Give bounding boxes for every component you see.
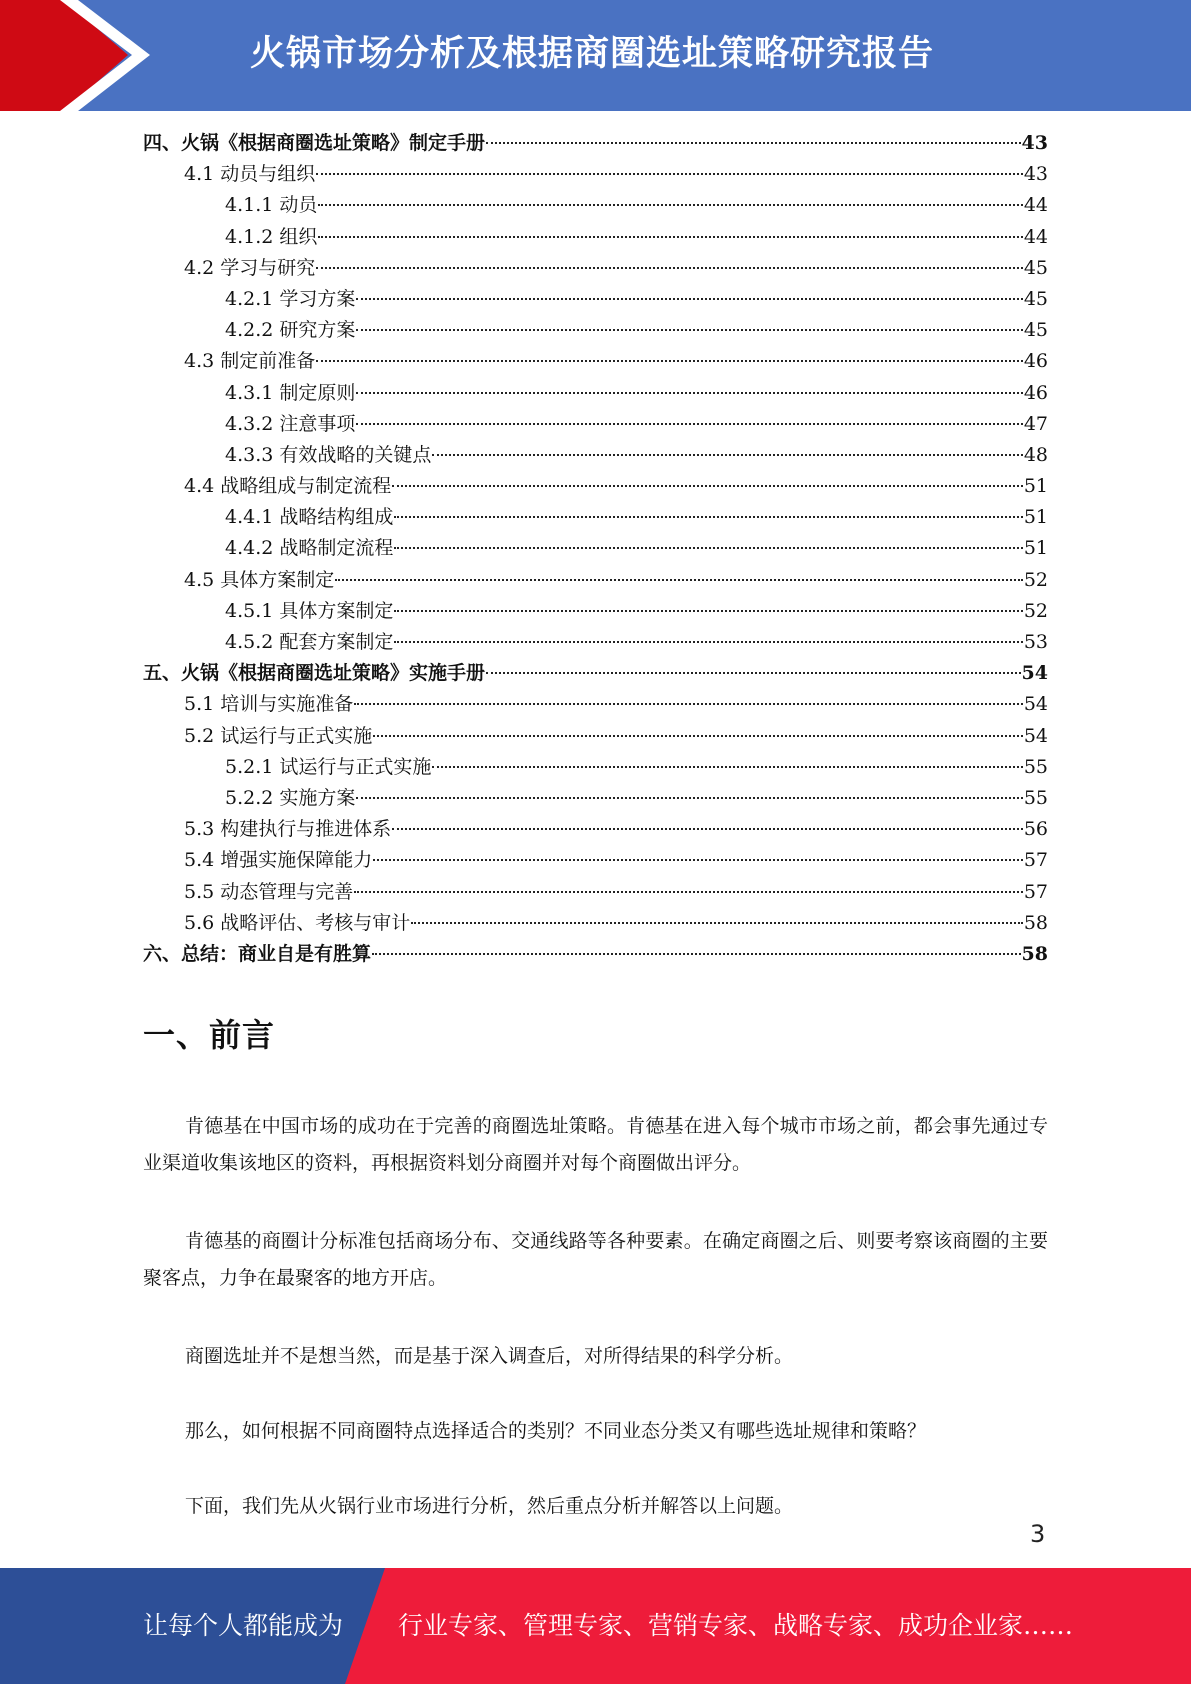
toc-dot-leader [356,297,1022,300]
paragraph-3: 商圈选址并不是想当然，而是基于深入调查后，对所得结果的科学分析。 [185,1345,794,1367]
toc-dot-leader [411,921,1023,924]
toc-entry-page: 58 [1021,942,1048,965]
toc-entry-page: 53 [1023,631,1048,653]
table-of-contents [143,128,1048,970]
toc-entry[interactable] [143,565,1048,596]
toc-entry-page: 45 [1023,256,1048,279]
toc-entry-page: 44 [1023,194,1048,217]
toc-entry-label: 4.1.1 动员 [225,194,318,217]
toc-dot-leader [354,702,1023,705]
toc-entry-page: 55 [1023,755,1048,778]
toc-entry-label: 4.1 动员与组织 [184,163,316,186]
toc-dot-leader [392,484,1023,487]
toc-entry[interactable] [143,409,1048,440]
toc-dot-leader [372,952,1021,955]
toc-entry-label: 4.3 制定前准备 [184,350,316,373]
toc-entry-page: 51 [1023,475,1048,498]
toc-entry[interactable] [143,596,1048,627]
toc-dot-leader [486,141,1021,144]
toc-dot-leader [356,796,1022,799]
toc-entry[interactable] [143,315,1048,346]
toc-entry[interactable] [143,627,1048,658]
toc-entry[interactable] [143,689,1048,720]
toc-entry-label: 四、火锅《根据商圈选址策略》制定手册 [143,132,486,154]
header-red-arrow-shape [0,0,130,111]
toc-entry-label: 4.4.2 战略制定流程 [225,537,394,560]
toc-entry[interactable] [143,658,1048,689]
toc-dot-leader [373,734,1023,737]
toc-dot-leader [356,328,1022,331]
toc-dot-leader [373,858,1023,861]
toc-entry-label: 5.6 战略评估、考核与审计 [184,911,411,934]
toc-entry-page: 55 [1023,786,1048,809]
toc-entry[interactable] [143,222,1048,253]
toc-dot-leader [318,203,1022,206]
toc-entry-page: 57 [1023,849,1048,872]
toc-entry-label: 4.5 具体方案制定 [184,568,335,591]
toc-entry-page: 54 [1023,693,1048,716]
toc-entry[interactable] [143,440,1048,471]
toc-entry[interactable] [143,721,1048,752]
toc-entry[interactable] [143,159,1048,190]
toc-dot-leader [486,671,1021,674]
footer-slogan-right: 行业专家、管理专家、营销专家、战略专家、成功企业家…… [398,1611,1074,1640]
toc-entry[interactable] [143,346,1048,377]
toc-entry[interactable] [143,502,1048,533]
toc-entry-label: 5.2.1 试运行与正式实施 [225,755,432,778]
toc-entry[interactable] [143,877,1048,908]
footer-banner [0,1568,1191,1684]
toc-entry[interactable] [143,752,1048,783]
toc-entry[interactable] [143,814,1048,845]
toc-entry-label: 4.5.1 具体方案制定 [225,599,394,622]
toc-entry-page: 58 [1023,911,1048,934]
toc-entry-page: 48 [1023,443,1048,466]
toc-entry-label: 5.1 培训与实施准备 [184,693,354,716]
report-title: 火锅市场分析及根据商圈选址策略研究报告 [250,34,935,74]
toc-entry[interactable] [143,378,1048,409]
toc-dot-leader [316,266,1023,269]
toc-dot-leader [335,578,1023,581]
toc-entry-page: 46 [1023,381,1048,404]
toc-dot-leader [394,515,1022,518]
toc-dot-leader [432,765,1022,768]
toc-entry-page: 45 [1023,319,1048,342]
toc-entry-page: 51 [1023,506,1048,529]
toc-entry-page: 52 [1023,568,1048,591]
toc-entry-page: 54 [1021,662,1048,685]
toc-entry-label: 4.4 战略组成与制定流程 [184,475,392,498]
toc-entry[interactable] [143,908,1048,939]
toc-entry-page: 52 [1023,599,1048,622]
toc-entry-label: 4.3.2 注意事项 [225,412,356,435]
toc-entry-page: 57 [1023,880,1048,903]
toc-entry-label: 4.2.1 学习方案 [225,287,356,310]
toc-entry-page: 47 [1023,412,1048,435]
toc-entry[interactable] [143,190,1048,221]
footer-slogan-left: 让每个人都能成为 [143,1611,344,1640]
toc-dot-leader [316,359,1023,362]
toc-dot-leader [356,422,1022,425]
toc-entry-label: 4.4.1 战略结构组成 [225,506,394,529]
page-number: 3 [1030,1520,1046,1548]
toc-entry-page: 51 [1023,537,1048,560]
toc-entry[interactable] [143,284,1048,315]
toc-dot-leader [392,827,1023,830]
toc-entry[interactable] [143,253,1048,284]
toc-entry-label: 五、火锅《根据商圈选址策略》实施手册 [143,662,486,685]
toc-entry-page: 54 [1023,724,1048,747]
toc-entry-label: 4.2 学习与研究 [184,256,316,279]
toc-entry-label: 5.4 增强实施保障能力 [184,849,373,872]
toc-entry-label: 4.3.3 有效战略的关键点 [225,443,432,466]
toc-entry[interactable] [143,783,1048,814]
toc-dot-leader [318,235,1022,238]
toc-entry-label: 5.5 动态管理与完善 [184,880,354,903]
toc-dot-leader [394,640,1022,643]
toc-entry-label: 5.2.2 实施方案 [225,786,356,809]
toc-entry-page: 45 [1023,287,1048,310]
toc-entry-label: 5.2 试运行与正式实施 [184,724,373,747]
toc-entry[interactable] [143,471,1048,502]
header-banner [0,0,1191,111]
toc-dot-leader [394,546,1022,549]
paragraph-5: 下面，我们先从火锅行业市场进行分析，然后重点分析并解答以上问题。 [185,1495,794,1517]
section-heading: 一、前言 [143,1016,276,1054]
paragraph-2: 肯德基的商圈计分标准包括商场分布、交通线路等各种要素。在确定商圈之后、则要考察该商圈的主要聚客点，力争在最聚客的地方开店。 [143,1230,1048,1289]
toc-entry-label: 5.3 构建执行与推进体系 [184,818,392,841]
toc-dot-leader [394,609,1022,612]
toc-entry-page: 44 [1023,225,1048,248]
toc-entry[interactable] [143,128,1048,159]
toc-entry-label: 4.1.2 组织 [225,225,318,248]
toc-entry-label: 4.5.2 配套方案制定 [225,631,394,653]
toc-dot-leader [432,453,1022,456]
toc-entry-page: 46 [1023,350,1048,373]
paragraph-1: 肯德基在中国市场的成功在于完善的商圈选址策略。肯德基在进入每个城市市场之前，都会事先通过专业渠道收集该地区的资料，再根据资料划分商圈并对每个商圈做出评分。 [143,1115,1048,1174]
toc-entry[interactable] [143,939,1048,970]
paragraph-4: 那么，如何根据不同商圈特点选择适合的类别？不同业态分类又有哪些选址规律和策略？ [185,1420,927,1442]
toc-entry-page: 43 [1021,132,1048,154]
toc-dot-leader [354,890,1023,893]
toc-dot-leader [356,391,1022,394]
toc-entry-page: 43 [1023,163,1048,186]
toc-entry[interactable] [143,845,1048,876]
toc-entry-label: 六、总结：商业自是有胜算 [143,942,372,965]
toc-entry-label: 4.3.1 制定原则 [225,381,356,404]
toc-dot-leader [316,172,1023,175]
toc-entry-label: 4.2.2 研究方案 [225,319,356,342]
toc-entry-page: 56 [1023,818,1048,841]
toc-entry[interactable] [143,533,1048,564]
